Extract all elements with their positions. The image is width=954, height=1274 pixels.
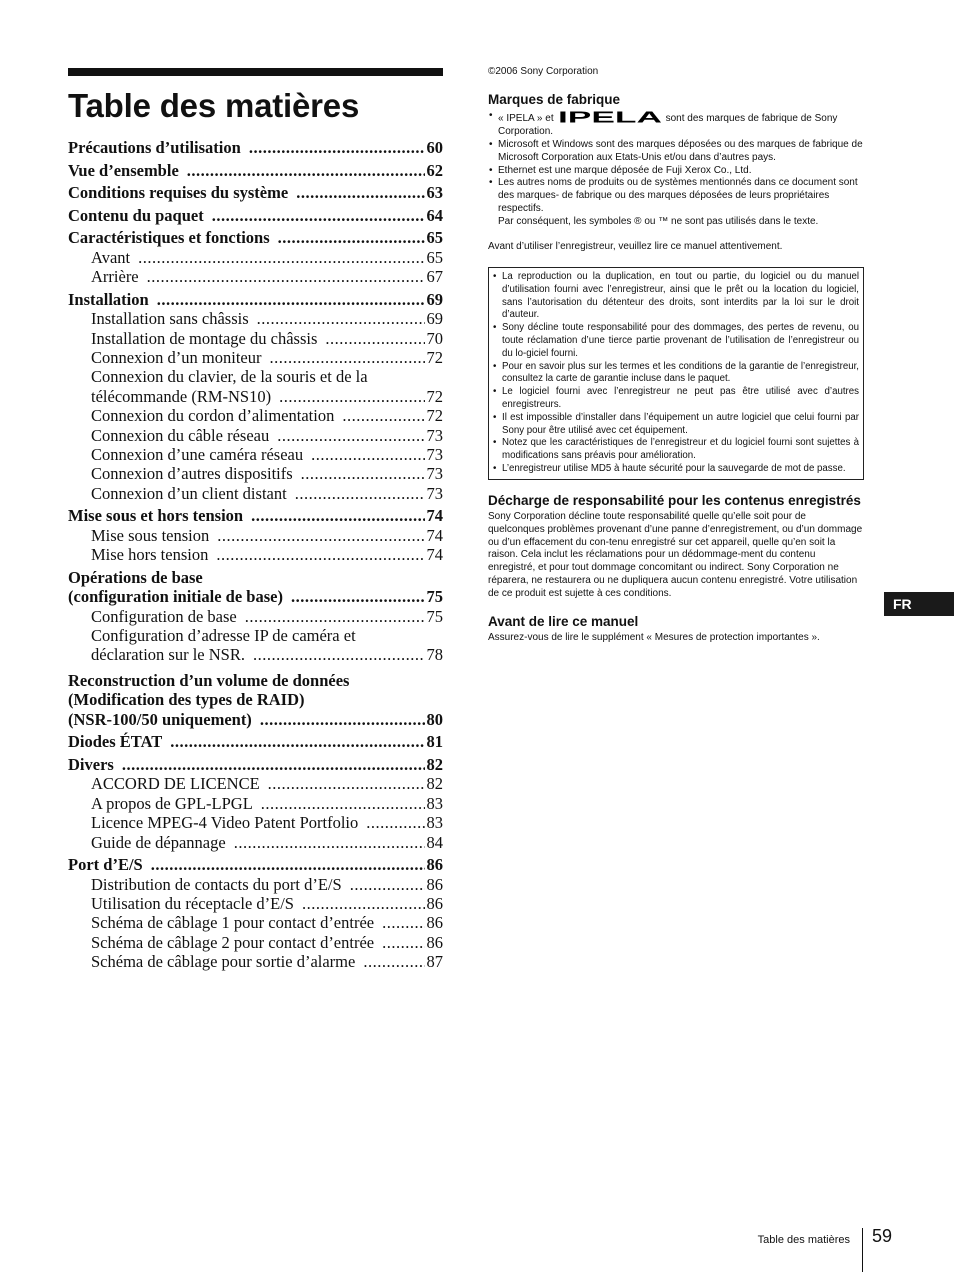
toc-entry[interactable]: Diodes ÉTAT ..... 81	[68, 732, 443, 751]
toc-entry[interactable]: Mise sous et hors tension ..... 74	[68, 506, 443, 525]
info-column	[488, 66, 864, 645]
toc-list	[68, 138, 443, 972]
language-tab: FR	[884, 592, 954, 616]
toc-subentry[interactable]: Connexion du câble réseau ..... 73	[68, 426, 443, 445]
toc-entry[interactable]: Port d’E/S ..... 86	[68, 855, 443, 874]
dot-leader	[382, 913, 424, 932]
toc-entry-line[interactable]: (Modification des types de RAID)	[68, 690, 305, 710]
toc-entry-line[interactable]: Reconstruction d’un volume de données	[68, 670, 350, 690]
toc-subentry[interactable]: Connexion du cordon d’alimentation ..... 72	[68, 406, 443, 425]
toc-subentry[interactable]: Connexion d’une caméra réseau ..... 73	[68, 445, 443, 464]
list-item: • Le logiciel fourni avec l’enregistreur ne peut pas être utilisé avec d’autres enregistreurs.	[492, 386, 859, 412]
toc-subentry-line[interactable]: Connexion du clavier, de la souris et de la	[91, 367, 368, 387]
toc-column	[68, 68, 443, 972]
toc-subentry[interactable]: Mise hors tension ..... 74	[68, 545, 443, 564]
list-item: • « IPELA » et IPELA sont des marques de fabrique de Sony Corporation.	[488, 110, 864, 139]
list-item: • La reproduction ou la duplication, en tout ou partie, du logiciel ou du manuel d’utilisation fourni avec l’enregistreur, ainsi que le prêt ou la location du logiciel, sans l’autorisation du détenteur des droits, sont interdits par la loi sur le droit d’auteur.	[492, 271, 859, 322]
toc-subentry[interactable]: Connexion d’autres dispositifs ..... 73	[68, 464, 443, 483]
dot-leader	[138, 248, 424, 267]
dot-leader	[278, 228, 425, 247]
dot-leader	[301, 464, 425, 483]
toc-subentry[interactable]: Licence MPEG-4 Video Patent Portfolio ..... 83	[68, 813, 443, 832]
toc-subentry[interactable]: déclaration sur le NSR. ..... 78	[68, 645, 443, 664]
page-number: 59	[872, 1226, 893, 1246]
dot-leader	[325, 329, 424, 348]
dot-leader	[382, 933, 424, 952]
toc-subentry[interactable]: télécommande (RM-NS10) ..... 72	[68, 387, 443, 406]
read-manual-text: Assurez-vous de lire le supplément « Mesures de protection importantes ».	[488, 632, 820, 644]
toc-subentry[interactable]: Schéma de câblage pour sortie d’alarme ..... 87	[68, 952, 443, 971]
toc-subentry[interactable]: Connexion d’un moniteur ..... 72	[68, 348, 443, 367]
svg-text:IPELA: IPELA	[557, 109, 662, 124]
toc-subentry[interactable]: Avant ..... 65	[68, 248, 443, 267]
copyright-notice: ©2006 Sony Corporation	[488, 66, 599, 77]
toc-subentry[interactable]: Utilisation du réceptacle d’E/S ..... 86	[68, 894, 443, 913]
dot-leader	[249, 138, 425, 157]
dot-leader	[342, 406, 424, 425]
toc-entry[interactable]: Vue d’ensemble ..... 62	[68, 161, 443, 180]
toc-subentry[interactable]: Schéma de câblage 2 pour contact d’entrée ..... 86	[68, 933, 443, 952]
list-item: • Ethernet est une marque déposée de Fuji Xerox Co., Ltd.	[488, 165, 864, 178]
dot-leader	[251, 506, 424, 525]
dot-leader	[151, 855, 425, 874]
dot-leader	[170, 732, 424, 751]
dot-leader	[363, 952, 424, 971]
toc-subentry[interactable]: Mise sous tension ..... 74	[68, 526, 443, 545]
toc-entry[interactable]: Installation ..... 69	[68, 290, 443, 309]
dot-leader	[260, 710, 425, 729]
trademarks-heading: Marques de fabrique	[488, 91, 621, 107]
toc-subentry[interactable]: Installation de montage du châssis ..... 70	[68, 329, 443, 348]
dot-leader	[245, 607, 425, 626]
toc-entry[interactable]: Conditions requises du système ..... 63	[68, 183, 443, 202]
dot-leader	[216, 545, 424, 564]
dot-leader	[147, 267, 425, 286]
page-title: Table des matières	[68, 87, 360, 124]
toc-subentry-line[interactable]: Configuration d’adresse IP de caméra et	[91, 626, 356, 646]
list-item: • Il est impossible d’installer dans l’équipement un autre logiciel que celui fourni par Sony pour être utilisé avec cet équipement.	[492, 412, 859, 438]
dot-leader	[257, 309, 425, 328]
dot-leader	[253, 645, 425, 664]
toc-subentry[interactable]: Installation sans châssis ..... 69	[68, 309, 443, 328]
toc-subentry[interactable]: Connexion d’un client distant ..... 73	[68, 484, 443, 503]
symbols-note: Par conséquent, les symboles ® ou ™ ne sont pas utilisés dans le texte.	[498, 216, 819, 228]
disclaimer-text: Sony Corporation décline toute responsabilité quelle qu’elle soit pour de quelconques problèmes provenant d’une panne d’enregistrement, ou d’un dommage ou d’un effacement du con-tenu enregistré sur cet appareil, quelle qu’en soit la raison. Cela inclut les réclamations pour un dédommage-ment du contenu enregistré, et pour tout dommage concomitant ou indirect. Sony Corporation ne réparera, ne restaurera ou ne dupliquera aucun contenu enregistré. Votre utilisation de ce produit est sujette à ces conditions.	[488, 510, 863, 600]
toc-subentry[interactable]: Arrière ..... 67	[68, 267, 443, 286]
notice-list	[492, 271, 859, 476]
dot-leader	[187, 161, 425, 180]
dot-leader	[311, 445, 424, 464]
dot-leader	[277, 426, 424, 445]
dot-leader	[279, 387, 424, 406]
dot-leader	[217, 526, 424, 545]
dot-leader	[269, 348, 424, 367]
dot-leader	[234, 833, 425, 852]
toc-subentry[interactable]: Configuration de base ..... 75	[68, 607, 443, 626]
dot-leader	[302, 894, 425, 913]
dot-leader	[157, 290, 425, 309]
title-rule	[68, 68, 443, 76]
toc-subentry[interactable]: Distribution de contacts du port d’E/S ..... 86	[68, 875, 443, 894]
dot-leader	[122, 755, 425, 774]
dot-leader	[268, 774, 425, 793]
disclaimer-heading: Décharge de responsabilité pour les contenus enregistrés	[488, 492, 861, 508]
toc-subentry[interactable]: A propos de GPL-LPGL ..... 83	[68, 794, 443, 813]
toc-entry[interactable]: Contenu du paquet ..... 64	[68, 206, 443, 225]
dot-leader	[296, 183, 424, 202]
toc-entry[interactable]: (NSR-100/50 uniquement) ..... 80	[68, 710, 443, 729]
dot-leader	[291, 587, 425, 606]
read-manual-heading: Avant de lire ce manuel	[488, 614, 639, 630]
toc-entry[interactable]: (configuration initiale de base) ..... 75	[68, 587, 443, 606]
dot-leader	[212, 206, 425, 225]
notice-box	[488, 267, 864, 480]
list-item: • Sony décline toute responsabilité pour des dommages, des pertes de revenu, ou toute réclamation d’une tierce partie provenant de l’utilisation de l’enregistreur ou du lo-giciel fourni.	[492, 322, 859, 360]
dot-leader	[261, 794, 425, 813]
toc-entry[interactable]: Précautions d’utilisation ..... 60	[68, 138, 443, 157]
list-item: • Notez que les caractéristiques de l’enregistreur et du logiciel fourni sont sujettes à modifications sans préavis pour amélioration.	[492, 437, 859, 463]
list-item: • L’enregistreur utilise MD5 à haute sécurité pour la sauvegarde de mot de passe.	[492, 463, 859, 476]
ipela-logo	[557, 110, 663, 124]
before-use-note: Avant d’utiliser l’enregistreur, veuillez lire ce manuel attentivement.	[488, 241, 783, 253]
footer-section-label: Table des matières	[757, 1234, 850, 1246]
toc-entry-line[interactable]: Opérations de base	[68, 567, 203, 587]
toc-entry[interactable]: Divers ..... 82	[68, 755, 443, 774]
dot-leader	[295, 484, 425, 503]
list-item: • Les autres noms de produits ou de systèmes mentionnés dans ce document sont des marques- de fabrique ou des marques déposées de leurs propriétaires respectifs.	[488, 177, 864, 216]
list-item: • Microsoft et Windows sont des marques déposées ou des marques de fabrique de Microsoft Corporation aux Etats-Unis et/ou dans d’autres pays.	[488, 139, 864, 165]
footer-divider	[862, 1228, 863, 1272]
toc-subentry[interactable]: Guide de dépannage ..... 84	[68, 833, 443, 852]
trademarks-list	[488, 110, 864, 216]
dot-leader	[350, 875, 425, 894]
dot-leader	[366, 813, 424, 832]
toc-subentry[interactable]: ACCORD DE LICENCE ..... 82	[68, 774, 443, 793]
toc-entry[interactable]: Caractéristiques et fonctions ..... 65	[68, 228, 443, 247]
list-item: • Pour en savoir plus sur les termes et les conditions de la garantie de l’enregistreur, consultez la carte de garantie incluse dans le paquet.	[492, 361, 859, 387]
toc-subentry[interactable]: Schéma de câblage 1 pour contact d’entrée ..... 86	[68, 913, 443, 932]
